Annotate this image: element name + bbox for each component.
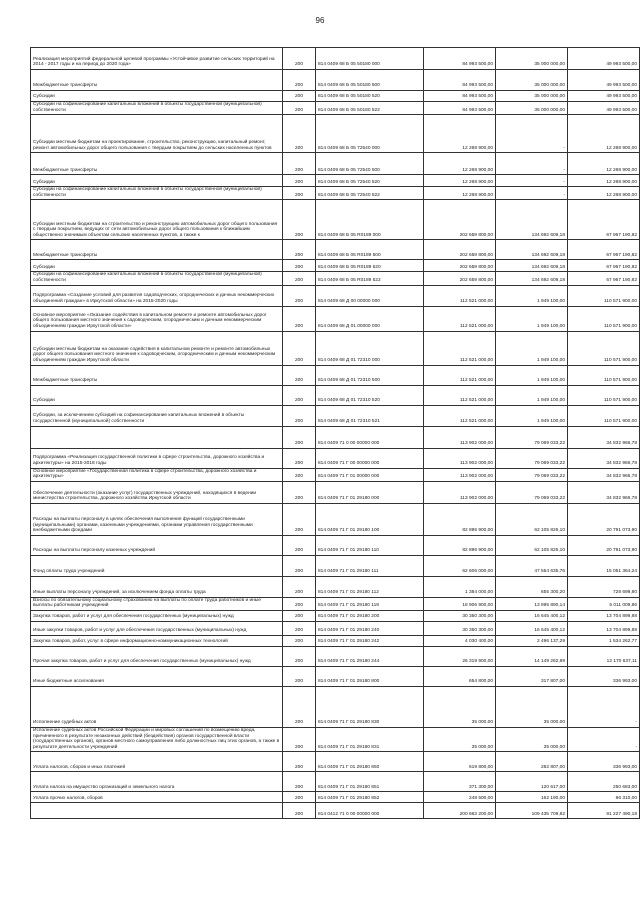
row-executed-amount-cell: 79 069 033,22	[496, 481, 568, 503]
row-remaining-amount-cell: 12 268 900,00	[568, 115, 640, 153]
table-row	[31, 576, 640, 597]
row-approved-amount-cell: 202 659 800,00	[424, 200, 496, 240]
row-name-cell: Взносы по обязательному социальному страхованию на выплаты по оплате труда работников и иные выплаты работникам учреждений	[31, 597, 283, 610]
table-row	[31, 102, 640, 115]
row-name-cell: Уплата прочих налогов, сборов	[31, 792, 283, 803]
table-row	[31, 260, 640, 272]
row-remaining-amount-cell: 20 791 073,90	[568, 503, 640, 535]
row-approved-amount-cell: 18 906 900,00	[424, 597, 496, 610]
row-code-cell: 200	[283, 448, 316, 468]
row-code-cell: 200	[283, 187, 316, 200]
table-row	[31, 426, 640, 448]
row-classification-code-cell: 814 0409 68 Б 05 50180 522	[316, 102, 424, 115]
row-executed-amount-cell: 134 692 609,18	[496, 200, 568, 240]
row-executed-amount-cell: 16 645 400,12	[496, 621, 568, 635]
row-remaining-amount-cell: 49 993 500,00	[568, 91, 640, 102]
row-approved-amount-cell: 84 993 500,00	[424, 102, 496, 115]
table-row	[31, 153, 640, 175]
row-classification-code-cell: 814 0409 68 Б 05 50180 520	[316, 91, 424, 102]
row-executed-amount-cell: 1 949 100,00	[496, 285, 568, 306]
row-code-cell: 200	[283, 727, 316, 751]
row-code-cell: 200	[283, 426, 316, 448]
row-executed-amount-cell: 134 692 609,18	[496, 240, 568, 260]
row-name-cell: Субсидии местным бюджетам на проектирование, строительство, реконструкцию, капитальный ремонт, ремонт автомобильных дорог общего пользования с твердым покрытием до сельских населенных пунктов	[31, 115, 283, 153]
row-executed-amount-cell: 35 000,00	[496, 686, 568, 727]
row-classification-code-cell: 814 0409 68 Б 05 R0189 522	[316, 272, 424, 285]
row-name-cell: Исполнение судебных актов Российской Федерации и мировых соглашений по возмещению вреда, причиненного в результате незаконных действий (бездействия) органов государственной власти (государственных органов), органов местного самоуправления либо должностных лиц этих органов, а также в результате деятельности учреждений	[31, 727, 283, 751]
table-row	[31, 365, 640, 385]
row-remaining-amount-cell: 110 571 900,00	[568, 285, 640, 306]
row-classification-code-cell: 814 0412 71 0 00 00000 000	[316, 803, 424, 819]
row-name-cell: Фонд оплаты труда учреждений	[31, 555, 283, 576]
row-classification-code-cell: 814 0409 71 Г 01 29180 111	[316, 555, 424, 576]
row-remaining-amount-cell: 34 832 966,78	[568, 426, 640, 448]
row-name-cell: Субсидии	[31, 175, 283, 187]
table-row	[31, 448, 640, 468]
row-name-cell: Межбюджетные трансферты	[31, 240, 283, 260]
table-row	[31, 792, 640, 803]
row-classification-code-cell: 814 0409 71 0 00 00000 000	[316, 426, 424, 448]
row-executed-amount-cell: -	[496, 153, 568, 175]
row-code-cell: 200	[283, 555, 316, 576]
row-code-cell: 200	[283, 666, 316, 686]
table-row	[31, 48, 640, 70]
row-classification-code-cell: 814 0409 68 Б 05 R0189 520	[316, 260, 424, 272]
table-row	[31, 503, 640, 535]
row-executed-amount-cell: -	[496, 187, 568, 200]
row-classification-code-cell: 814 0409 71 Г 01 29180 800	[316, 666, 424, 686]
row-code-cell: 200	[283, 240, 316, 260]
row-executed-amount-cell: 14 149 262,89	[496, 646, 568, 666]
row-name-cell: Субсидии местным бюджетам на строительство и реконструкцию автомобильных дорог общего пользования с твердым покрытием, ведущих от сети автомобильных дорог общего пользования к ближайшим общественно значимым объектам сельских населенных пунктов, а также к	[31, 200, 283, 240]
row-executed-amount-cell: 1 949 100,00	[496, 331, 568, 365]
row-remaining-amount-cell: 12 268 900,00	[568, 187, 640, 200]
row-approved-amount-cell: 12 268 900,00	[424, 115, 496, 153]
table-row	[31, 468, 640, 481]
row-remaining-amount-cell: 49 993 500,00	[568, 48, 640, 70]
table-row	[31, 115, 640, 153]
row-executed-amount-cell: 162 190,00	[496, 792, 568, 803]
row-approved-amount-cell: 35 000,00	[424, 727, 496, 751]
row-classification-code-cell: 814 0409 71 Г 01 29180 200	[316, 610, 424, 621]
row-code-cell: 200	[283, 260, 316, 272]
row-code-cell: 200	[283, 285, 316, 306]
row-executed-amount-cell: 16 645 400,12	[496, 610, 568, 621]
row-code-cell: 200	[283, 385, 316, 405]
row-classification-code-cell: 814 0409 71 Г 01 29180 244	[316, 646, 424, 666]
row-code-cell: 200	[283, 752, 316, 772]
row-approved-amount-cell: 112 521 000,00	[424, 405, 496, 426]
row-remaining-amount-cell: 110 571 900,00	[568, 405, 640, 426]
row-remaining-amount-cell: 49 993 500,00	[568, 102, 640, 115]
page-number: 96	[315, 16, 325, 25]
row-remaining-amount-cell: 336 993,00	[568, 666, 640, 686]
row-remaining-amount-cell: 67 967 190,82	[568, 272, 640, 285]
table-row	[31, 597, 640, 610]
row-classification-code-cell: 814 0409 68 Б 05 72540 522	[316, 187, 424, 200]
row-classification-code-cell: 814 0409 71 Г 01 29180 830	[316, 686, 424, 727]
row-classification-code-cell: 814 0409 68 Б 05 72540 000	[316, 115, 424, 153]
row-code-cell: 200	[283, 610, 316, 621]
row-code-cell: 200	[283, 306, 316, 331]
row-name-cell: Уплата налогов, сборов и иных платежей	[31, 752, 283, 772]
table-row	[31, 285, 640, 306]
row-executed-amount-cell: 47 554 635,76	[496, 555, 568, 576]
row-name-cell: Субсидии местным бюджетам на оказание содействия в капитальном ремонте и ремонте автомобильных дорог общего пользования местного значения к садоводческим, огородническим и дачным некоммерческим объединениям граждан Иркутской области	[31, 331, 283, 365]
row-code-cell: 200	[283, 115, 316, 153]
row-approved-amount-cell: 112 521 000,00	[424, 331, 496, 365]
row-approved-amount-cell: 82 896 900,00	[424, 503, 496, 535]
row-approved-amount-cell: 112 521 000,00	[424, 365, 496, 385]
row-classification-code-cell: 814 0409 71 Г 01 29180 850	[316, 752, 424, 772]
row-approved-amount-cell: 84 993 500,00	[424, 91, 496, 102]
row-code-cell: 200	[283, 535, 316, 555]
budget-table-body	[31, 48, 640, 819]
row-code-cell: 200	[283, 803, 316, 819]
row-remaining-amount-cell: 13 704 899,88	[568, 621, 640, 635]
row-name-cell: Иные закупки товаров, работ и услуг для обеспечения государственных (муниципальных) нужд	[31, 621, 283, 635]
row-approved-amount-cell: 654 800,00	[424, 666, 496, 686]
row-code-cell: 200	[283, 576, 316, 597]
row-executed-amount-cell: 120 617,00	[496, 772, 568, 792]
table-row	[31, 535, 640, 555]
row-approved-amount-cell: 4 030 400,00	[424, 635, 496, 646]
row-remaining-amount-cell: -	[568, 686, 640, 727]
row-executed-amount-cell: 35 000 000,00	[496, 48, 568, 70]
row-approved-amount-cell: 200 663 200,00	[424, 803, 496, 819]
row-classification-code-cell: 814 0409 71 Г 01 00000 000	[316, 468, 424, 481]
table-row	[31, 752, 640, 772]
row-name-cell: Расходы на выплаты персоналу в целях обеспечения выполнения функций государственными (муниципальными) органами, казенными учреждениями, органами управления государственными внебюджетными фондами	[31, 503, 283, 535]
row-name-cell: Подпрограмма «Реализация государственной политики в сфере строительства, дорожного хозяйства и архитектуры» на 2015-2018 годы	[31, 448, 283, 468]
row-remaining-amount-cell: 250 683,00	[568, 772, 640, 792]
table-row	[31, 646, 640, 666]
row-approved-amount-cell: 35 000,00	[424, 686, 496, 727]
row-name-cell: Закупка товаров, работ и услуг для обеспечения государственных (муниципальных) нужд	[31, 610, 283, 621]
row-approved-amount-cell: 371 300,00	[424, 772, 496, 792]
row-classification-code-cell: 814 0409 71 Г 01 29180 852	[316, 792, 424, 803]
row-code-cell: 200	[283, 686, 316, 727]
row-remaining-amount-cell: 67 967 190,82	[568, 200, 640, 240]
row-remaining-amount-cell: 728 699,80	[568, 576, 640, 597]
row-remaining-amount-cell: 12 268 900,00	[568, 153, 640, 175]
row-approved-amount-cell: 202 659 800,00	[424, 260, 496, 272]
row-remaining-amount-cell: 12 170 637,11	[568, 646, 640, 666]
row-code-cell: 200	[283, 91, 316, 102]
row-name-cell: Субсидии на софинансирование капитальных вложений в объекты государственной (муниципальной) собственности	[31, 187, 283, 200]
row-classification-code-cell: 814 0409 71 Г 01 29180 112	[316, 576, 424, 597]
table-row	[31, 772, 640, 792]
row-executed-amount-cell: 282 807,00	[496, 752, 568, 772]
table-row	[31, 70, 640, 91]
row-code-cell: 200	[283, 48, 316, 70]
row-executed-amount-cell: 62 105 826,10	[496, 535, 568, 555]
row-remaining-amount-cell: 34 832 966,78	[568, 468, 640, 481]
row-executed-amount-cell: 35 000 000,00	[496, 102, 568, 115]
row-remaining-amount-cell: 91 227 490,18	[568, 803, 640, 819]
row-name-cell: Субсидии на софинансирование капитальных вложений в объекты государственной (муниципальной) собственности	[31, 272, 283, 285]
row-remaining-amount-cell: 34 832 966,78	[568, 448, 640, 468]
row-name-cell: Реализация мероприятий федеральной целевой программы «Устойчивое развитие сельских территорий на 2014 - 2017 годы и на период до 2020 года»	[31, 48, 283, 70]
row-classification-code-cell: 814 0409 71 Г 01 29180 851	[316, 772, 424, 792]
row-executed-amount-cell: 35 000 000,00	[496, 70, 568, 91]
row-code-cell: 200	[283, 331, 316, 365]
row-executed-amount-cell: 79 069 033,22	[496, 468, 568, 481]
table-row	[31, 686, 640, 727]
row-classification-code-cell: 814 0409 71 Г 01 29180 119	[316, 597, 424, 610]
row-approved-amount-cell: 1 384 000,00	[424, 576, 496, 597]
row-code-cell: 200	[283, 102, 316, 115]
row-approved-amount-cell: 112 521 000,00	[424, 385, 496, 405]
row-code-cell: 200	[283, 70, 316, 91]
row-executed-amount-cell: 1 949 100,00	[496, 365, 568, 385]
row-remaining-amount-cell: 67 967 190,82	[568, 260, 640, 272]
row-remaining-amount-cell: 13 704 899,88	[568, 610, 640, 621]
row-executed-amount-cell: 2 496 137,29	[496, 635, 568, 646]
row-executed-amount-cell: 134 692 609,18	[496, 272, 568, 285]
row-approved-amount-cell: 84 993 500,00	[424, 70, 496, 91]
row-code-cell: 200	[283, 646, 316, 666]
row-code-cell: 200	[283, 621, 316, 635]
row-name-cell: Субсидии	[31, 385, 283, 405]
row-executed-amount-cell: 655 300,20	[496, 576, 568, 597]
row-executed-amount-cell: 317 807,00	[496, 666, 568, 686]
row-executed-amount-cell: 35 000 000,00	[496, 91, 568, 102]
row-remaining-amount-cell: 15 051 364,24	[568, 555, 640, 576]
table-row	[31, 187, 640, 200]
row-name-cell: Иные выплаты персоналу учреждений, за исключением фонда оплаты труда	[31, 576, 283, 597]
row-name-cell: Закупка товаров, работ, услуг в сфере информационно-коммуникационных технологий	[31, 635, 283, 646]
row-approved-amount-cell: 248 500,00	[424, 792, 496, 803]
row-classification-code-cell: 814 0409 68 Д 01 72310 500	[316, 365, 424, 385]
row-code-cell: 200	[283, 200, 316, 240]
row-code-cell: 200	[283, 635, 316, 646]
row-approved-amount-cell: 112 521 000,00	[424, 285, 496, 306]
row-code-cell: 200	[283, 272, 316, 285]
row-code-cell: 200	[283, 153, 316, 175]
row-executed-amount-cell: 1 949 100,00	[496, 405, 568, 426]
row-classification-code-cell: 814 0409 68 Б 05 72540 520	[316, 175, 424, 187]
row-name-cell: Исполнение судебных актов	[31, 686, 283, 727]
row-classification-code-cell: 814 0409 71 Г 01 29180 000	[316, 481, 424, 503]
row-classification-code-cell: 814 0409 68 Б 05 R0189 500	[316, 240, 424, 260]
row-classification-code-cell: 814 0409 68 Б 05 50180 500	[316, 70, 424, 91]
row-code-cell: 200	[283, 365, 316, 385]
row-name-cell: Субсидии	[31, 91, 283, 102]
row-classification-code-cell: 814 0409 71 Г 01 29180 100	[316, 503, 424, 535]
table-row	[31, 803, 640, 819]
table-row	[31, 200, 640, 240]
row-approved-amount-cell: 619 800,00	[424, 752, 496, 772]
row-executed-amount-cell: -	[496, 175, 568, 187]
budget-table	[30, 47, 640, 819]
table-row	[31, 331, 640, 365]
table-row	[31, 621, 640, 635]
row-approved-amount-cell: 202 659 800,00	[424, 240, 496, 260]
row-executed-amount-cell: 62 105 826,10	[496, 503, 568, 535]
row-executed-amount-cell: 134 692 609,18	[496, 260, 568, 272]
row-name-cell: Основное мероприятие «Оказание содействия в капитальном ремонте и ремонте автомобильных дорог общего пользования местного значения к садоводческим, огородническим и дачным некоммерческим объединениям граждан Иркутской области»	[31, 306, 283, 331]
table-row	[31, 91, 640, 102]
row-classification-code-cell: 814 0409 68 Б 05 R0189 000	[316, 200, 424, 240]
table-row	[31, 610, 640, 621]
row-approved-amount-cell: 12 268 900,00	[424, 187, 496, 200]
row-approved-amount-cell: 30 350 300,00	[424, 610, 496, 621]
row-remaining-amount-cell: 110 571 900,00	[568, 306, 640, 331]
row-name-cell: Основное мероприятие «Государственная политика в сфере строительства, дорожного хозяйства и архитектуры»	[31, 468, 283, 481]
row-code-cell: 200	[283, 481, 316, 503]
row-remaining-amount-cell: 12 268 900,00	[568, 175, 640, 187]
row-remaining-amount-cell: 34 832 966,78	[568, 481, 640, 503]
row-name-cell: Субсидии на софинансирование капитальных вложений в объекты государственной (муниципальной) собственности	[31, 102, 283, 115]
row-approved-amount-cell: 12 268 900,00	[424, 153, 496, 175]
row-approved-amount-cell: 62 606 000,00	[424, 555, 496, 576]
row-executed-amount-cell: 1 949 100,00	[496, 385, 568, 405]
row-remaining-amount-cell: 110 571 900,00	[568, 385, 640, 405]
row-classification-code-cell: 814 0409 68 Б 05 72540 500	[316, 153, 424, 175]
row-approved-amount-cell: 112 521 000,00	[424, 306, 496, 331]
row-classification-code-cell: 814 0409 68 Б 05 50180 000	[316, 48, 424, 70]
row-classification-code-cell: 814 0409 71 Г 01 29180 110	[316, 535, 424, 555]
row-approved-amount-cell: 113 902 000,00	[424, 468, 496, 481]
row-name-cell: Обеспечение деятельности (оказание услуг) государственных учреждений, находящихся в ведении министерства строительства, дорожного хозяйства Иркутской области	[31, 481, 283, 503]
table-row	[31, 272, 640, 285]
table-row	[31, 240, 640, 260]
row-executed-amount-cell: 109 435 709,82	[496, 803, 568, 819]
row-executed-amount-cell: 79 069 033,22	[496, 426, 568, 448]
row-name-cell: Подпрограмма «Создание условий для развития садоводческих, огороднических и дачных некоммерческих объединений граждан» в Иркутской области» на 2015-2020 годы	[31, 285, 283, 306]
table-row	[31, 727, 640, 751]
row-classification-code-cell: 814 0409 71 Г 01 29180 240	[316, 621, 424, 635]
row-executed-amount-cell: 35 000,00	[496, 727, 568, 751]
row-code-cell: 200	[283, 175, 316, 187]
row-approved-amount-cell: 30 350 300,00	[424, 621, 496, 635]
row-classification-code-cell: 814 0409 68 Д 00 00000 000	[316, 285, 424, 306]
row-remaining-amount-cell: 336 993,00	[568, 752, 640, 772]
row-code-cell: 200	[283, 597, 316, 610]
row-remaining-amount-cell: 67 967 190,82	[568, 240, 640, 260]
row-remaining-amount-cell: 110 571 900,00	[568, 331, 640, 365]
row-approved-amount-cell: 26 319 900,00	[424, 646, 496, 666]
row-approved-amount-cell: 113 902 000,00	[424, 426, 496, 448]
row-classification-code-cell: 814 0409 68 Д 01 00000 000	[316, 306, 424, 331]
row-classification-code-cell: 814 0409 71 Г 01 29180 242	[316, 635, 424, 646]
row-remaining-amount-cell: 1 534 262,77	[568, 635, 640, 646]
row-approved-amount-cell: 82 896 900,00	[424, 535, 496, 555]
row-executed-amount-cell: 13 895 890,14	[496, 597, 568, 610]
row-name-cell: Межбюджетные трансферты	[31, 153, 283, 175]
row-classification-code-cell: 814 0409 68 Д 01 72310 000	[316, 331, 424, 365]
row-remaining-amount-cell: -	[568, 727, 640, 751]
row-name-cell: Расходы на выплаты персоналу казенных учреждений	[31, 535, 283, 555]
row-name-cell: Уплата налога на имущество организаций и земельного налога	[31, 772, 283, 792]
row-remaining-amount-cell: 5 011 009,86	[568, 597, 640, 610]
row-approved-amount-cell: 113 902 000,00	[424, 448, 496, 468]
row-code-cell: 200	[283, 405, 316, 426]
table-row	[31, 175, 640, 187]
row-approved-amount-cell: 12 268 900,00	[424, 175, 496, 187]
row-name-cell: Субсидии	[31, 260, 283, 272]
row-name-cell: Межбюджетные трансферты	[31, 70, 283, 91]
row-name-cell: Межбюджетные трансферты	[31, 365, 283, 385]
row-remaining-amount-cell: 110 571 900,00	[568, 365, 640, 385]
row-name-cell	[31, 803, 283, 819]
row-remaining-amount-cell: 20 791 073,90	[568, 535, 640, 555]
row-name-cell: Прочая закупка товаров, работ и услуг для обеспечения государственных (муниципальных) нужд	[31, 646, 283, 666]
row-executed-amount-cell: 79 069 033,22	[496, 448, 568, 468]
table-row	[31, 306, 640, 331]
table-row	[31, 555, 640, 576]
table-row	[31, 666, 640, 686]
row-code-cell: 200	[283, 772, 316, 792]
row-approved-amount-cell: 84 993 500,00	[424, 48, 496, 70]
row-approved-amount-cell: 113 902 000,00	[424, 481, 496, 503]
row-code-cell: 200	[283, 503, 316, 535]
table-row	[31, 481, 640, 503]
row-executed-amount-cell: 1 949 100,00	[496, 306, 568, 331]
row-name-cell: Иные бюджетные ассигнования	[31, 666, 283, 686]
row-code-cell: 200	[283, 468, 316, 481]
row-executed-amount-cell: -	[496, 115, 568, 153]
row-classification-code-cell: 814 0409 68 Д 01 72310 520	[316, 385, 424, 405]
row-remaining-amount-cell: 49 993 500,00	[568, 70, 640, 91]
row-code-cell: 200	[283, 792, 316, 803]
table-row	[31, 405, 640, 426]
row-classification-code-cell: 814 0409 71 Г 01 29180 831	[316, 727, 424, 751]
row-classification-code-cell: 814 0409 71 Г 00 00000 000	[316, 448, 424, 468]
table-row	[31, 635, 640, 646]
row-name-cell: Субсидии, за исключением субсидий на софинансирование капитальных вложений в объекты государственной (муниципальной) собственности	[31, 405, 283, 426]
table-row	[31, 385, 640, 405]
row-classification-code-cell: 814 0409 68 Д 01 72310 521	[316, 405, 424, 426]
row-remaining-amount-cell: 86 310,00	[568, 792, 640, 803]
row-name-cell	[31, 426, 283, 448]
row-approved-amount-cell: 202 659 800,00	[424, 272, 496, 285]
